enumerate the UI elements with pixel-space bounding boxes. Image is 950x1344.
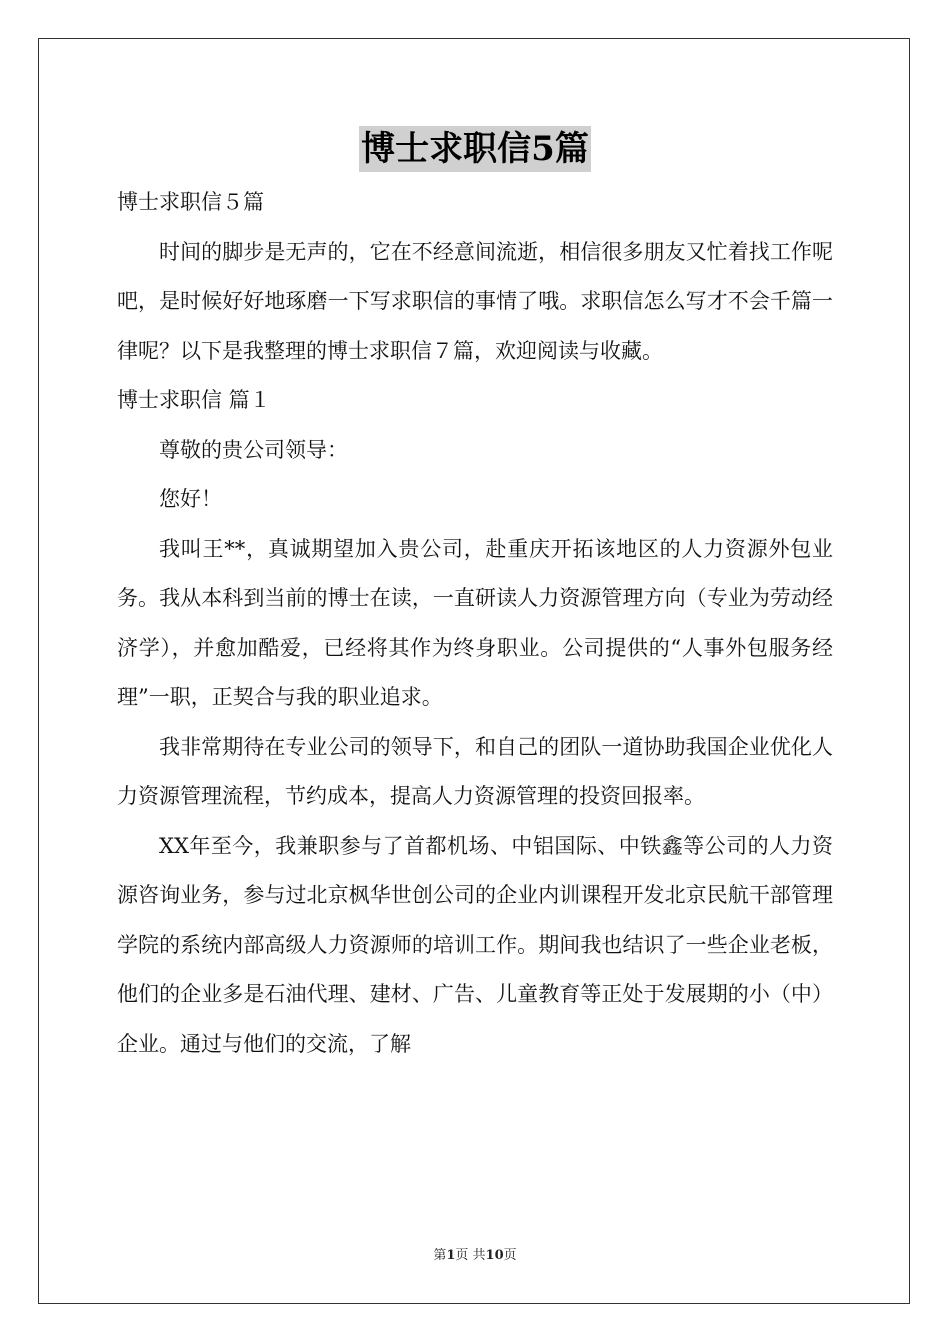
document-title: 博士求职信5篇 [359, 126, 591, 172]
paragraph: 时间的脚步是无声的，它在不经意间流逝，相信很多朋友又忙着找工作呢吧，是时候好好地琢磨一下写求职信的事情了哦。求职信怎么写才不会千篇一律呢？以下是我整理的博士求职信７篇，欢迎阅读与收藏。 [117, 239, 833, 363]
paragraph: 尊敬的贵公司领导： [159, 437, 348, 462]
footer-suffix: 页 [503, 1248, 517, 1263]
footer-page-total: 10 [485, 1248, 504, 1263]
paragraph: XX年至今，我兼职参与了首都机场、中铝国际、中铁鑫等公司的人力资源咨询业务，参与过北京枫华世创公司的企业内训课程开发北京民航干部管理学院的系统内部高级人力资源师的培训工作。期间我也结识了一些企业老板，他们的企业多是石油代理、建材、广告、儿童教育等正处于发展期的小（中）企业。通过与他们的交流，了解 [117, 833, 833, 1056]
title-container [0, 126, 950, 172]
footer-mid: 页 共 [455, 1248, 486, 1263]
paragraph: 我非常期待在专业公司的领导下，和自己的团队一道协助我国企业优化人力资源管理流程，节约成本，提高人力资源管理的投资回报率。 [117, 734, 833, 808]
paragraph: 博士求职信 篇１ [117, 388, 271, 412]
page-footer [0, 1244, 950, 1263]
paragraph: 您好！ [159, 487, 222, 511]
paragraph: 博士求职信５篇 [117, 190, 264, 214]
document-body [117, 178, 833, 1069]
footer-page-current: 1 [446, 1248, 456, 1263]
paragraph: 我叫王**，真诚期望加入贵公司，赴重庆开拓该地区的人力资源外包业务。我从本科到当前的博士在读，一直研读人力资源管理方向（专业为劳动经济学），并愈加酷爱，已经将其作为终身职业。公司提供的“人事外包服务经理”一职，正契合与我的职业追求。 [117, 536, 833, 709]
footer-prefix: 第 [433, 1248, 447, 1263]
